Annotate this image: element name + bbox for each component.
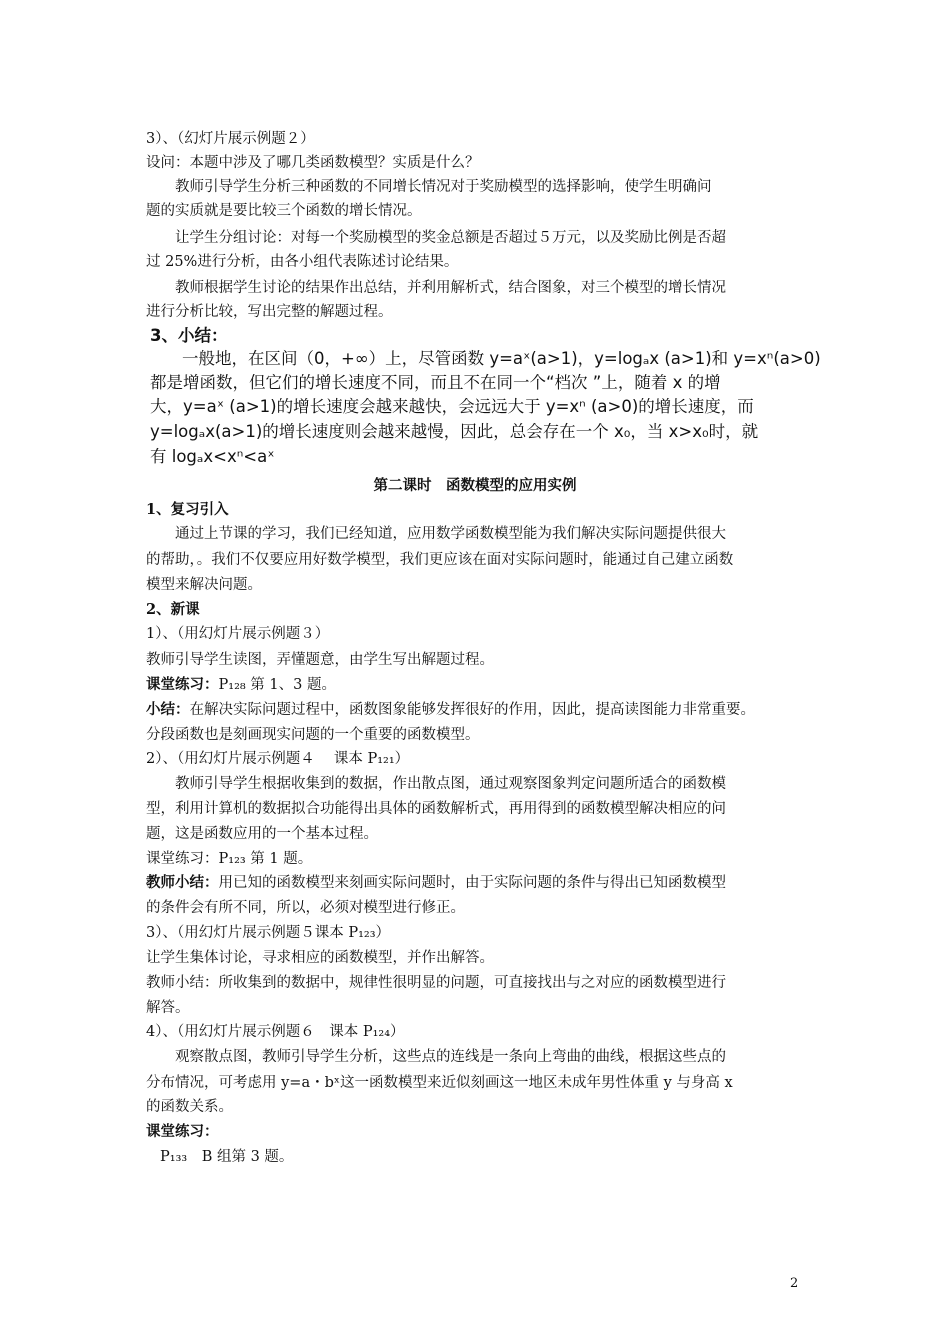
paragraph-line: 型，利用计算机的数据拟合功能得出具体的函数解析式，再用得到的函数模型解决相应的问 [146,801,726,817]
page-number: 2 [790,1276,799,1291]
paragraph-line: 教师引导学生读图，弄懂题意，由学生写出解题过程。 [146,652,494,668]
paragraph-line: 的函数关系。 [146,1099,233,1115]
paragraph-line: 过 25%进行分析，由各小组代表陈述讨论结果。 [146,254,459,270]
paragraph-line: 题的实质就是要比较三个函数的增长情况。 [146,203,422,219]
paragraph-line: 模型来解决问题。 [146,577,262,593]
paragraph-line: 3）、（幻灯片展示例题２） [146,131,315,147]
paragraph-line: 的帮助，。我们不仅要应用好数学模型，我们更应该在面对实际问题时，能通过自己建立函数 [146,552,734,568]
summary-line: 都是增函数，但它们的增长速度不同，而且不在同一个“档次 ”上，随着 x 的增 [150,373,721,392]
paragraph-line: 2）、（用幻灯片展示例题４ 课本 P₁₂₁） [146,751,410,767]
section-heading-summary: 3、小结： [150,326,228,345]
paragraph-line: 让学生分组讨论：对每一个奖励模型的奖金总额是否超过５万元，以及奖励比例是否超 [175,230,726,246]
exercise-text: P₁₂₈ 第 1、3 题。 [218,677,336,693]
paragraph-line [146,700,755,720]
paragraph-line: 教师引导学生根据收集到的数据，作出散点图，通过观察图象判定问题所适合的函数模 [175,776,726,792]
paragraph-line: 的条件会有所不同，所以，必须对模型进行修正。 [146,900,465,916]
paragraph-line: 教师小结：所收集到的数据中，规律性很明显的问题，可直接找出与之对应的函数模型进行 [146,975,726,991]
exercise-label: 课堂练习： [146,676,219,693]
paragraph-line: 教师根据学生讨论的结果作出总结，并利用解析式，结合图象，对三个模型的增长情况 [175,280,726,296]
paragraph-line [146,873,726,893]
paragraph-line: 让学生集体讨论，寻求相应的函数模型，并作出解答。 [146,950,494,966]
paragraph-line: 教师引导学生分析三种函数的不同增长情况对于奖励模型的选择影响，使学生明确问 [175,179,712,195]
paragraph-line: 解答。 [146,1000,190,1016]
paragraph-line: 3）、（用幻灯片展示例题５课本 P₁₂₃） [146,925,391,941]
exercise-heading: 课堂练习： [146,1123,219,1140]
paragraph-line: 观察散点图，教师引导学生分析，这些点的连线是一条向上弯曲的曲线，根据这些点的 [175,1049,726,1065]
paragraph-line: 分段函数也是刻画现实问题的一个重要的函数模型。 [146,727,480,743]
paragraph-line: 进行分析比较，写出完整的解题过程。 [146,304,393,320]
summary-label: 小结： [146,701,190,718]
summary-text: 在解决实际问题过程中，函数图象能够发挥很好的作用，因此，提高读图能力非常重要。 [189,702,755,718]
paragraph-line: P₁₃₃ B 组第 3 题。 [160,1149,294,1165]
paragraph-line: 4）、（用幻灯片展示例题６ 课本 P₁₂₄） [146,1024,405,1040]
summary-line: 一般地，在区间（0，+∞）上，尽管函数 y=aˣ(a>1)，y=logₐx (a>1)和 y=xⁿ(a>0) [182,349,821,368]
summary-line: 有 logₐx<xⁿ<aˣ [150,447,275,466]
teacher-summary-label: 教师小结： [146,874,219,891]
paragraph-line [146,675,336,695]
paragraph-line: 题，这是函数应用的一个基本过程。 [146,826,378,842]
teacher-summary-text: 用已知的函数模型来刻画实际问题时，由于实际问题的条件与得出已知函数模型 [218,875,726,891]
paragraph-line: 课堂练习：P₁₂₃ 第 1 题。 [146,851,313,867]
paragraph-line: 通过上节课的学习，我们已经知道，应用数学函数模型能为我们解决实际问题提供很大 [175,526,726,542]
lesson-title: 第二课时 函数模型的应用实例 [373,477,577,494]
summary-line: y=logₐx(a>1)的增长速度则会越来越慢，因此，总会存在一个 x₀，当 x>x₀时，就 [150,422,759,441]
paragraph-line: 设问：本题中涉及了哪几类函数模型？实质是什么？ [146,155,480,171]
paragraph-line: 1）、（用幻灯片展示例题３） [146,626,330,642]
section-heading-new: 2、新课 [146,601,200,618]
paragraph-line: 分布情况，可考虑用 y=a・bˣ这一函数模型来近似刻画这一地区未成年男性体重 y 与身高 x [146,1075,733,1091]
section-heading-review: 1、复习引入 [146,501,229,518]
summary-line: 大，y=aˣ (a>1)的增长速度会越来越快，会远远大于 y=xⁿ (a>0)的增长速度，而 [150,397,754,416]
